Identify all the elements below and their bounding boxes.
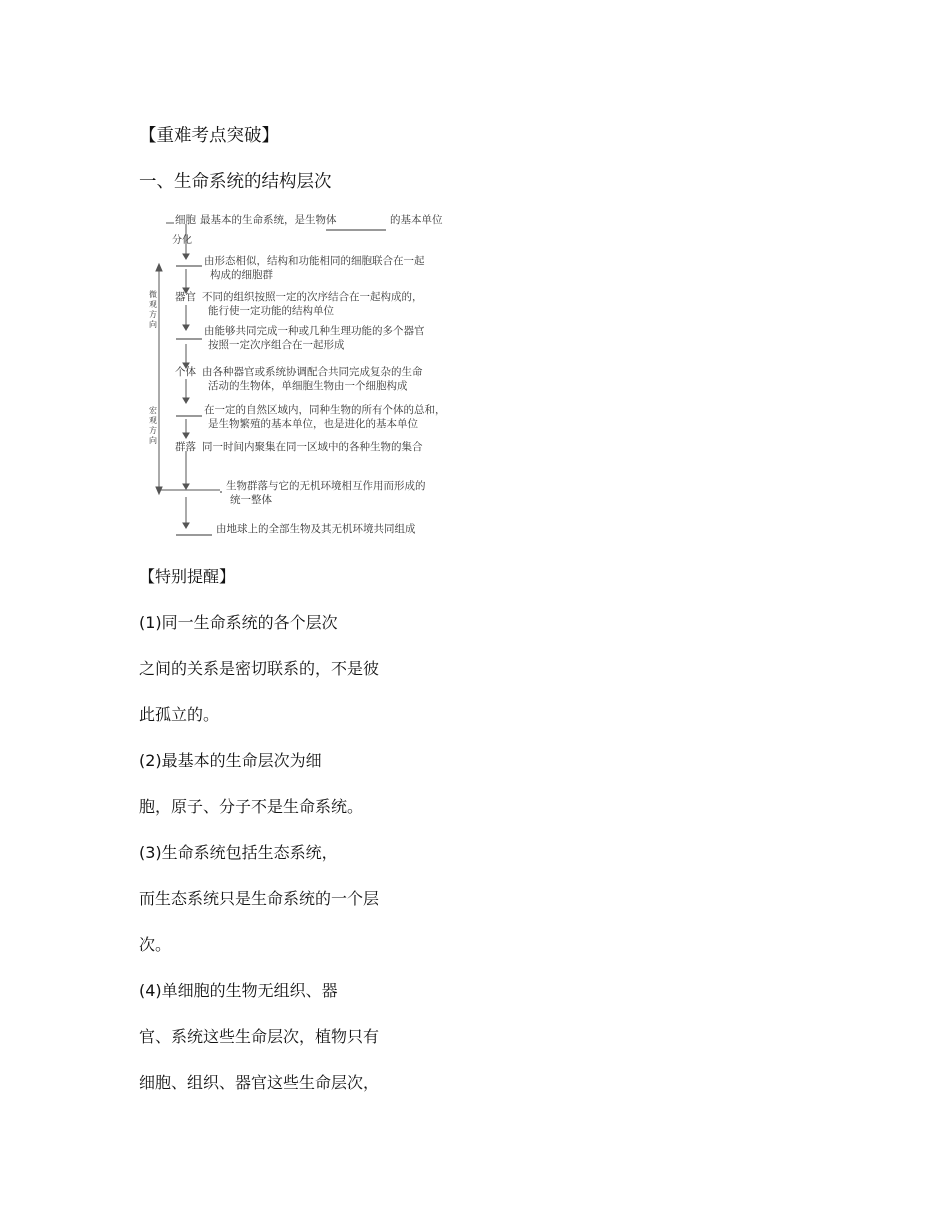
row-population-line1: 在一定的自然区域内，同种生物的所有个体的总和， xyxy=(204,404,446,416)
micro-direction-label: 微观方向 xyxy=(149,290,157,329)
differentiation-label: 分化 xyxy=(172,235,192,246)
paragraph-line: 之间的关系是密切联系的，不是彼 xyxy=(139,659,380,678)
macro-direction-label: 宏观方向 xyxy=(149,406,157,445)
paragraph-line: 官、系统这些生命层次，植物只有 xyxy=(139,1027,380,1046)
section-title: 一、生命系统的结构层次 xyxy=(139,172,332,192)
row-ecosystem-line2: 统一整体 xyxy=(230,494,272,506)
row-biosphere-line1: 由地球上的全部生物及其无机环境共同组成 xyxy=(216,523,416,535)
paragraph-line: (3)生命系统包括生态系统， xyxy=(139,843,338,862)
row-cell-tail: 的基本单位 xyxy=(390,214,443,226)
row-organ-line2: 能行使一定功能的结构单位 xyxy=(208,305,334,317)
row-individual-line2: 活动的生物体，单细胞生物由一个细胞构成 xyxy=(208,380,408,392)
row-tissue-line1: 由形态相似，结构和功能相同的细胞联合在一起 xyxy=(204,255,425,267)
heading: 【重难考点突破】 xyxy=(139,126,279,146)
row-organ-prefix: 器官 xyxy=(175,291,196,303)
paragraph-line: 次。 xyxy=(139,935,172,954)
paragraph-line: 而生态系统只是生命系统的一个层 xyxy=(139,889,380,908)
row-tissue-line2: 构成的细胞群 xyxy=(210,269,273,281)
row-cell-text: 最基本的生命系统，是生物体 xyxy=(200,214,337,226)
row-individual-line1: 由各种器官或系统协调配合共同完成复杂的生命 xyxy=(202,366,423,378)
row-cell-prefix: 细胞 xyxy=(175,214,196,226)
paragraph-line: (1)同一生命系统的各个层次 xyxy=(139,613,338,632)
row-organ-line1: 不同的组织按照一定的次序结合在一起构成的， xyxy=(202,291,423,303)
row-individual-prefix: 个体 xyxy=(175,366,196,378)
row-system-line2: 按照一定次序组合在一起形成 xyxy=(208,339,345,351)
row-community-line1: 同一时间内聚集在同一区域中的各种生物的集合 xyxy=(202,441,423,453)
row-population-line2: 是生物繁殖的基本单位，也是进化的基本单位 xyxy=(208,418,418,430)
row-community-prefix: 群落 xyxy=(175,441,196,453)
life-system-hierarchy-diagram xyxy=(140,207,502,543)
reminder-title: 【特别提醒】 xyxy=(139,567,236,586)
paragraph-line: (2)最基本的生命层次为细 xyxy=(139,751,322,770)
row-system-line1: 由能够共同完成一种或几种生理功能的多个器官 xyxy=(204,325,425,337)
row-ecosystem-line1: 生物群落与它的无机环境相互作用而形成的 xyxy=(226,480,426,492)
paragraph-line: (4)单细胞的生物无组织、器 xyxy=(139,981,338,1000)
paragraph-line: 此孤立的。 xyxy=(139,705,220,724)
paragraph-line: 胞，原子、分子不是生命系统。 xyxy=(139,797,364,816)
paragraph-line: 细胞、组织、器官这些生命层次， xyxy=(139,1073,380,1092)
